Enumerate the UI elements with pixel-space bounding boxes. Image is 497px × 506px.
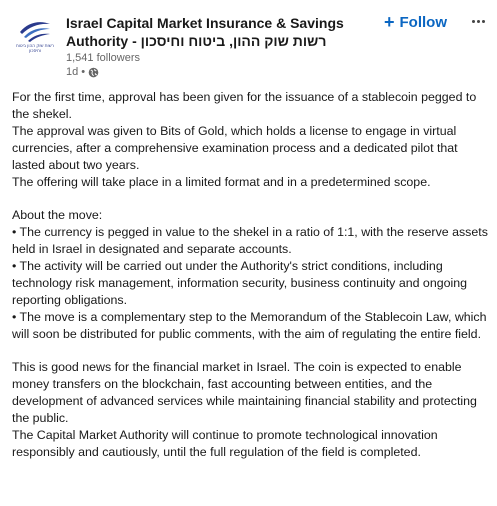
logo-caption: רשות שוק ההון ביטוח וחיסכון — [16, 43, 54, 53]
body-line: For the first time, approval has been given for the issuance of a stablecoin pegged to the shekel. — [12, 90, 477, 121]
bullet-item: • The move is a complementary step to the Memorandum of the Stablecoin Law, which will soon be distributed for public comments, with the aim of regulating the entire field. — [12, 309, 487, 341]
paragraph-gap — [12, 343, 490, 360]
body-line: About the move: — [12, 208, 103, 223]
bullet-item: • The activity will be carried out under the Authority's strict conditions, including technology risk management, information security, business continuity and ongoing reporting obligations. — [12, 259, 468, 307]
follow-button[interactable] — [384, 13, 447, 31]
wave-logo-icon — [18, 18, 52, 42]
follow-label: Follow — [399, 13, 448, 31]
more-options-button[interactable] — [466, 12, 490, 30]
body-line: This is good news for the financial market in Israel. The coin is expected to enable money transfers on the blockchain, fast accounting between entities, and the development of advanced services while maintaining financial stability and protecting the public. — [12, 360, 477, 426]
author-logo[interactable] — [12, 16, 58, 62]
paragraph-gap — [12, 190, 490, 207]
body-line: The approval was given to Bits of Gold, which holds a license to engage in virtual currencies, after a comprehensive examination process and a dedicated pilot that lasted about two years. — [12, 123, 458, 172]
body-line: The offering will take place in a limited format and in a predetermined scope. — [12, 174, 431, 189]
globe-icon — [88, 67, 99, 78]
more-dot — [482, 20, 485, 23]
more-dot — [477, 20, 480, 23]
post-time: 1d — [66, 66, 79, 78]
post-header — [0, 0, 497, 86]
plus-icon: + — [384, 12, 395, 32]
follower-count: 1,541 followers — [66, 52, 140, 64]
author-name[interactable]: Israel Capital Market Insurance & Savings Authority - רשות שוק ההון, ביטוח וחיסכון — [66, 15, 344, 49]
bullet-item: • The currency is pegged in value to the shekel in a ratio of 1:1, with the reserve assets held in Israel in designated and separate accounts. — [12, 225, 488, 257]
body-line: The Capital Market Authority will continue to promote technological innovation responsibly and cautiously, until the full regulation of the field is completed. — [12, 428, 438, 459]
post-meta — [66, 66, 99, 79]
post-body — [12, 89, 490, 461]
meta-separator: • — [81, 66, 86, 78]
more-dots-icon — [472, 20, 475, 23]
